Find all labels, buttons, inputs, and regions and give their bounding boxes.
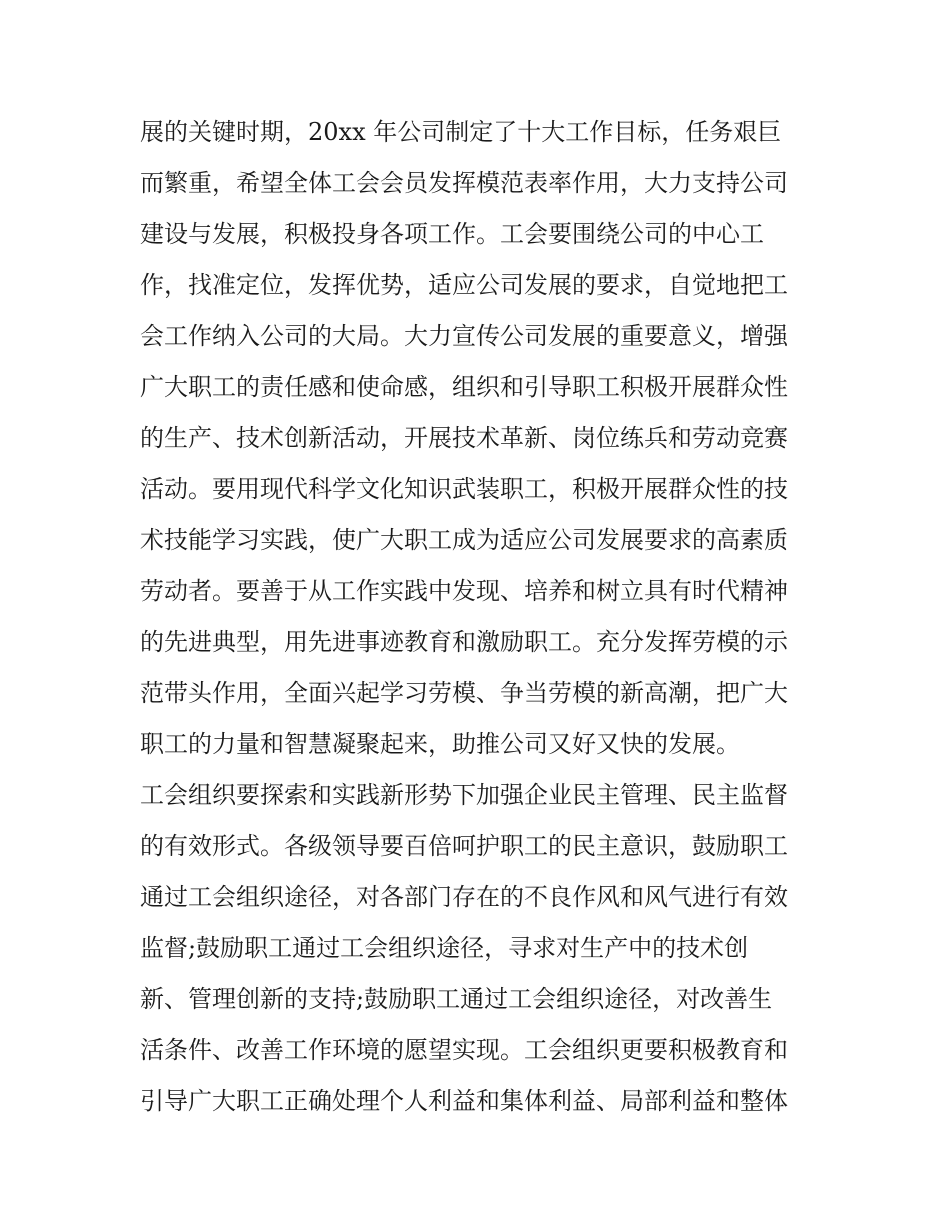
- text-line: 广大职工的责任感和使命感，组织和引导职工积极开展群众性: [140, 373, 788, 401]
- text-line: 的生产、技术创新活动，开展技术革新、岗位练兵和劳动竞赛: [140, 424, 788, 452]
- text-line: 引导广大职工正确处理个人利益和集体利益、局部利益和整体: [140, 1087, 788, 1115]
- text-line: 的有效形式。各级领导要百倍呵护职工的民主意识，鼓励职工: [140, 832, 788, 860]
- text-line: 术技能学习实践，使广大职工成为适应公司发展要求的高素质: [140, 526, 788, 554]
- text-line: 通过工会组织途径，对各部门存在的不良作风和风气进行有效: [140, 883, 788, 911]
- text-line: 而繁重，希望全体工会会员发挥模范表率作用，大力支持公司: [140, 169, 788, 197]
- text-line: 职工的力量和智慧凝聚起来，助推公司又好又快的发展。: [140, 730, 740, 758]
- text-line: 作，找准定位，发挥优势，适应公司发展的要求，自觉地把工: [140, 271, 788, 299]
- text-line: 范带头作用，全面兴起学习劳模、争当劳模的新高潮，把广大: [140, 679, 788, 707]
- text-line: 建设与发展，积极投身各项工作。工会要围绕公司的中心工: [140, 220, 764, 248]
- text-line: 的先进典型，用先进事迹教育和激励职工。充分发挥劳模的示: [140, 628, 788, 656]
- text-line: 监督;鼓励职工通过工会组织途径，寻求对生产中的技术创: [140, 934, 749, 962]
- text-line: 新、管理创新的支持;鼓励职工通过工会组织途径，对改善生: [140, 985, 773, 1013]
- body-text: [140, 107, 820, 1127]
- text-line: 工会组织要探索和实践新形势下加强企业民主管理、民主监督: [140, 781, 788, 809]
- text-line: 劳动者。要善于从工作实践中发现、培养和树立具有时代精神: [140, 577, 788, 605]
- text-line: 活动。要用现代科学文化知识武装职工，积极开展群众性的技: [140, 475, 788, 503]
- text-line: 活条件、改善工作环境的愿望实现。工会组织更要积极教育和: [140, 1036, 788, 1064]
- text-line: 会工作纳入公司的大局。大力宣传公司发展的重要意义，增强: [140, 322, 788, 350]
- text-line: 展的关键时期，20xx 年公司制定了十大工作目标，任务艰巨: [140, 118, 782, 146]
